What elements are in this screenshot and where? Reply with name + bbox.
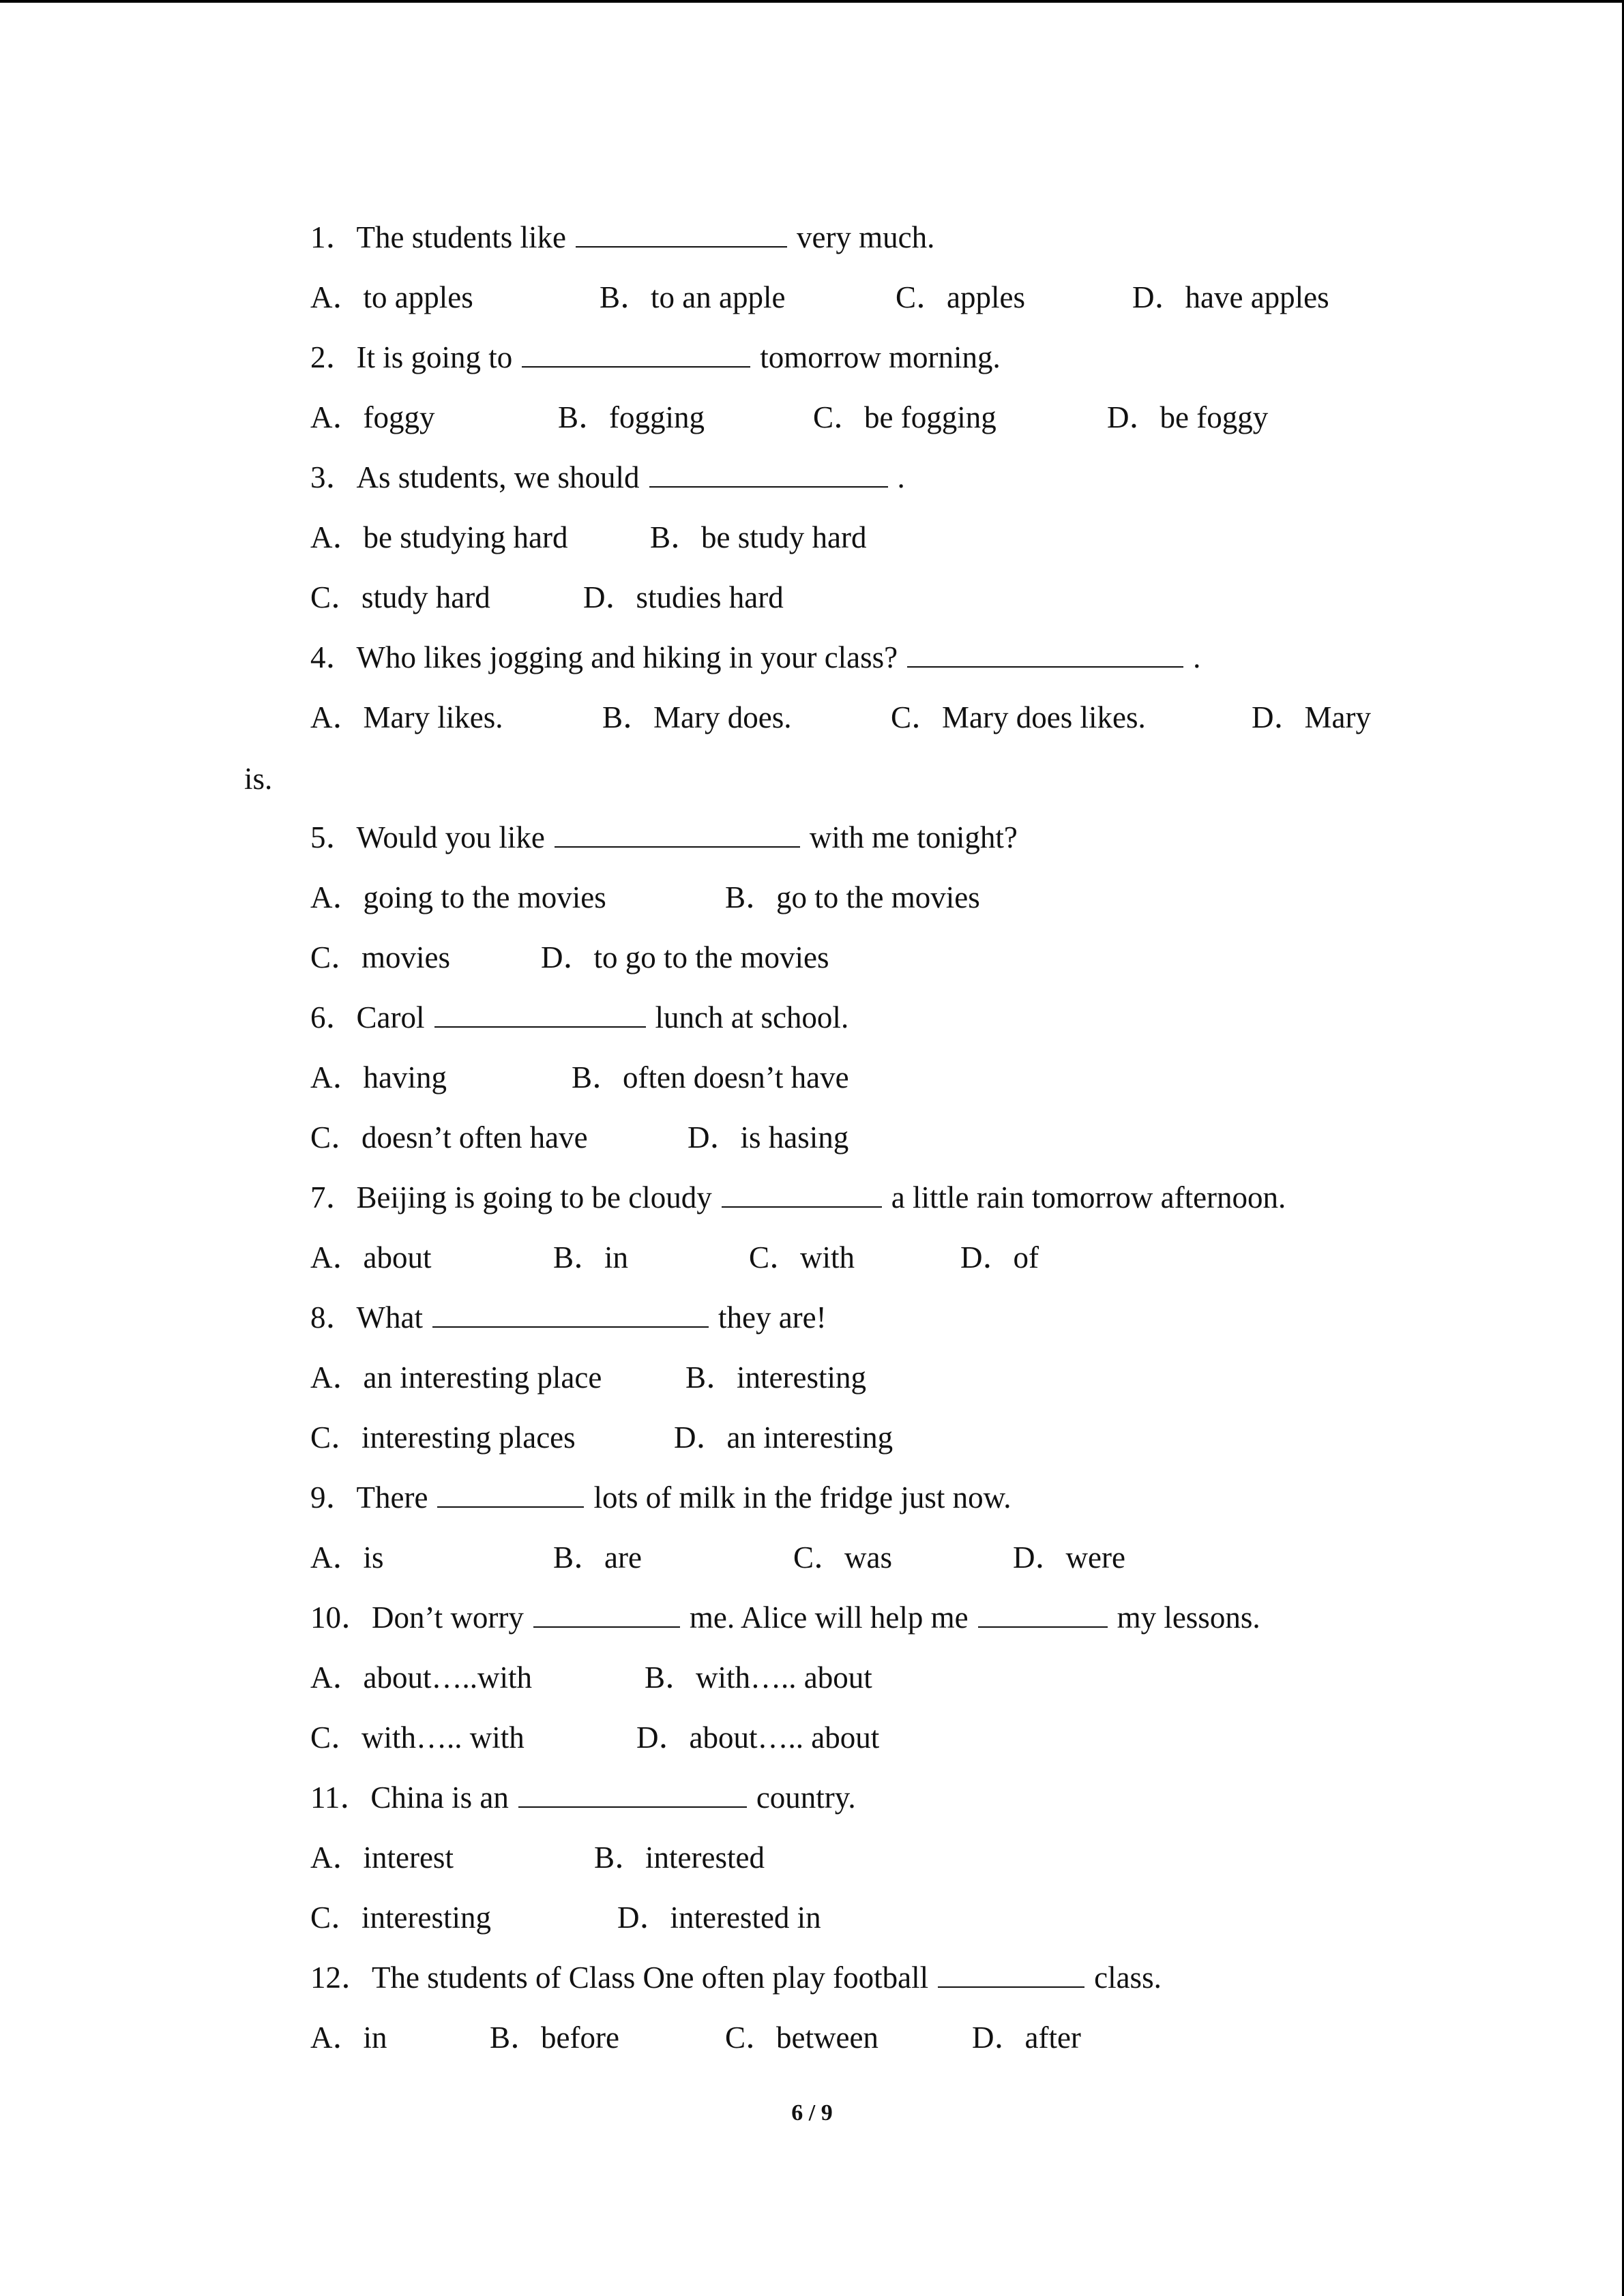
answer-blank[interactable] — [576, 219, 787, 248]
question-text-after-blank: . — [1193, 640, 1201, 674]
answer-option[interactable]: A．going to the movies — [310, 880, 606, 914]
question-text-after-blank: they are! — [718, 1300, 827, 1335]
question-number: 9． — [310, 1480, 357, 1515]
top-border — [0, 0, 1624, 3]
question-text-after-blank: lots of milk in the fridge just now. — [593, 1480, 1012, 1515]
options-row — [310, 1237, 1470, 1278]
answer-option[interactable]: B．before — [490, 2021, 619, 2055]
options-row — [310, 2017, 1470, 2058]
question-text-after-blank: my lessons. — [1117, 1600, 1260, 1635]
answer-option[interactable]: B．often doesn’t have — [572, 1060, 849, 1094]
answer-option[interactable]: D．an interesting — [674, 1420, 894, 1455]
answer-option[interactable]: C．be fogging — [813, 400, 996, 434]
question-text-after-blank: class. — [1094, 1960, 1162, 1995]
question-text: Don’t worry — [372, 1600, 524, 1635]
answer-option[interactable]: A．in — [310, 2021, 387, 2055]
question-text: Who likes jogging and hiking in your class? — [356, 640, 898, 674]
question-number: 2． — [310, 340, 357, 374]
answer-option[interactable]: D．about….. about — [636, 1720, 880, 1755]
answer-blank[interactable] — [649, 459, 888, 488]
question-text-after-blank: a little rain tomorrow afternoon. — [891, 1180, 1286, 1214]
answer-option[interactable]: B．in — [553, 1240, 629, 1274]
question-text-after-blank: . — [897, 460, 905, 494]
options-row — [310, 1357, 1470, 1398]
question-text-after-blank: country. — [756, 1780, 856, 1815]
answer-blank[interactable] — [434, 999, 646, 1028]
answer-option[interactable]: D．to go to the movies — [541, 940, 829, 974]
question-stem — [310, 1477, 1011, 1518]
answer-blank[interactable] — [432, 1299, 709, 1328]
question-number: 4． — [310, 640, 357, 674]
question-text: Carol — [356, 1000, 425, 1034]
answer-option[interactable]: B．be study hard — [650, 520, 867, 554]
question-stem — [310, 217, 934, 258]
answer-option[interactable]: B．Mary does. — [602, 700, 792, 734]
question-number: 1． — [310, 220, 357, 254]
options-row — [310, 1897, 1470, 1938]
question-text: Would you like — [356, 820, 545, 854]
question-stem — [310, 1297, 827, 1338]
answer-blank[interactable] — [555, 819, 800, 848]
question-text: It is going to — [356, 340, 513, 374]
wrapped-option-text: is. — [244, 762, 273, 796]
question-number: 3． — [310, 460, 357, 494]
question-text-after-blank: with me tonight? — [809, 820, 1018, 854]
question-text: There — [356, 1480, 428, 1515]
question-text: What — [356, 1300, 423, 1335]
question-stem — [310, 1957, 1162, 1998]
options-row — [310, 1417, 1470, 1458]
question-stem — [310, 1597, 1260, 1638]
answer-option[interactable]: C．Mary does likes. — [891, 700, 1146, 734]
question-text-after-blank: tomorrow morning. — [760, 340, 1001, 374]
question-stem — [310, 817, 1018, 858]
answer-blank[interactable] — [518, 1779, 747, 1808]
answer-blank[interactable] — [722, 1179, 882, 1208]
question-text-after-blank: me. Alice will help me — [689, 1600, 969, 1635]
answer-option[interactable]: B．to an apple — [600, 280, 786, 314]
answer-option[interactable]: D．of — [960, 1240, 1039, 1274]
options-row — [310, 577, 1470, 618]
page-number: 6 / 9 — [791, 2100, 833, 2126]
answer-option[interactable]: B．interested — [594, 1840, 765, 1875]
answer-option[interactable]: A．Mary likes. — [310, 700, 503, 734]
answer-blank[interactable] — [437, 1479, 584, 1508]
answer-option[interactable]: D．interested in — [617, 1900, 821, 1935]
answer-option[interactable]: D．studies hard — [583, 580, 784, 614]
answer-option[interactable]: A．to apples — [310, 280, 473, 314]
question-stem — [310, 1777, 856, 1818]
answer-option[interactable]: B．go to the movies — [725, 880, 980, 914]
question-stem — [310, 337, 1001, 378]
question-text-after-blank: very much. — [796, 220, 935, 254]
answer-option[interactable]: A．foggy — [310, 400, 435, 434]
options-row — [310, 1117, 1470, 1158]
options-row — [310, 1657, 1470, 1698]
question-text-after-blank: lunch at school. — [655, 1000, 849, 1034]
options-row — [310, 1057, 1470, 1098]
options-row — [310, 937, 1470, 978]
question-number: 5． — [310, 820, 357, 854]
question-number: 11． — [310, 1780, 371, 1815]
question-text: Beijing is going to be cloudy — [356, 1180, 712, 1214]
question-stem — [310, 457, 905, 498]
answer-option[interactable]: C．was — [793, 1540, 892, 1575]
options-row — [310, 1537, 1470, 1578]
answer-option[interactable]: A．be studying hard — [310, 520, 568, 554]
answer-option[interactable]: A．having — [310, 1060, 447, 1094]
answer-option[interactable]: B．fogging — [558, 400, 705, 434]
answer-option[interactable]: A．about — [310, 1240, 432, 1274]
answer-option[interactable]: B．interesting — [685, 1360, 866, 1395]
answer-option[interactable]: C．between — [725, 2021, 879, 2055]
question-stem — [310, 637, 1200, 678]
answer-blank[interactable] — [978, 1599, 1108, 1628]
question-number: 6． — [310, 1000, 357, 1034]
answer-blank[interactable] — [533, 1599, 680, 1628]
answer-option[interactable]: C．with….. with — [310, 1720, 525, 1755]
question-number: 12． — [310, 1960, 372, 1995]
question-text: The students like — [356, 220, 566, 254]
answer-option[interactable]: B．are — [553, 1540, 642, 1575]
answer-option[interactable]: C．apples — [896, 280, 1025, 314]
answer-option[interactable]: C．interesting places — [310, 1420, 576, 1455]
question-number: 7． — [310, 1180, 357, 1214]
answer-option[interactable]: C．with — [749, 1240, 855, 1274]
question-text: As students, we should — [356, 460, 640, 494]
answer-option[interactable]: D．Mary — [1252, 700, 1371, 734]
question-number: 8． — [310, 1300, 357, 1335]
answer-option[interactable]: D．is hasing — [688, 1120, 849, 1154]
question-stem — [310, 997, 848, 1038]
options-row — [310, 697, 1470, 738]
answer-option[interactable]: D．have apples — [1132, 280, 1329, 314]
answer-blank[interactable] — [522, 339, 750, 368]
options-row — [310, 1837, 1470, 1878]
answer-option[interactable]: C．study hard — [310, 580, 490, 614]
answer-option[interactable]: D．be foggy — [1107, 400, 1269, 434]
answer-option[interactable]: A．an interesting place — [310, 1360, 602, 1395]
answer-option[interactable]: C．movies — [310, 940, 451, 974]
answer-option[interactable]: D．were — [1013, 1540, 1125, 1575]
answer-option[interactable]: A．interest — [310, 1840, 454, 1875]
answer-blank[interactable] — [907, 639, 1183, 668]
answer-option[interactable]: C．doesn’t often have — [310, 1120, 588, 1154]
answer-option[interactable]: A．is — [310, 1540, 384, 1575]
answer-option[interactable]: C．interesting — [310, 1900, 491, 1935]
options-row — [310, 1717, 1470, 1758]
options-row — [310, 877, 1470, 918]
question-number: 10． — [310, 1600, 372, 1635]
answer-blank[interactable] — [938, 1959, 1084, 1988]
question-text: China is an — [370, 1780, 509, 1815]
options-row — [310, 517, 1470, 558]
answer-option[interactable]: A．about…..with — [310, 1660, 532, 1695]
answer-option[interactable]: D．after — [972, 2021, 1081, 2055]
question-stem — [310, 1177, 1286, 1218]
question-text: The students of Class One often play football — [372, 1960, 929, 1995]
options-row — [310, 397, 1470, 438]
options-row — [310, 277, 1470, 318]
answer-option[interactable]: B．with….. about — [645, 1660, 872, 1695]
